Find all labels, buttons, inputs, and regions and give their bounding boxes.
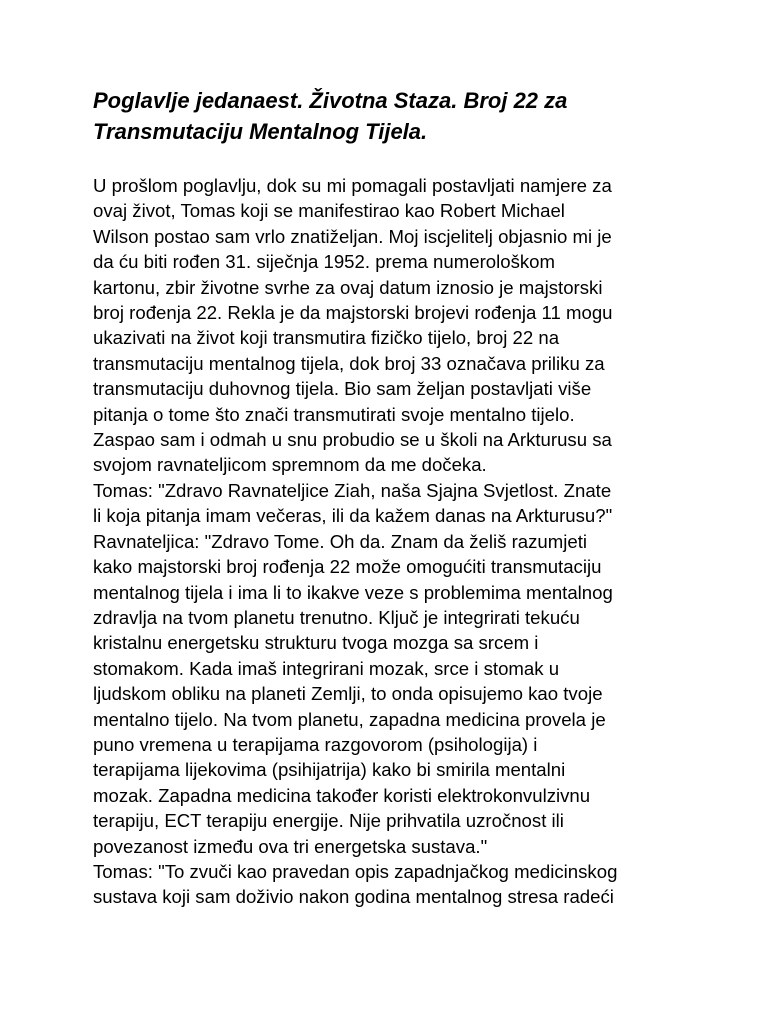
text-line: Wilson postao sam vrlo znatiželjan. Moj iscjelitelj objasnio mi je [93, 225, 612, 247]
text-line: transmutaciju duhovnog tijela. Bio sam željan postavljati više [93, 378, 592, 400]
text-line: ukazivati na život koji transmutira fizičko tijelo, broj 22 na [93, 327, 560, 349]
text-line: broj rođenja 22. Rekla je da majstorski brojevi rođenja 11 mogu [93, 302, 613, 324]
text-line: povezanost između ova tri energetska sustava." [93, 835, 488, 857]
text-line: puno vremena u terapijama razgovorom (psihologija) i [93, 733, 538, 755]
text-line: mozak. Zapadna medicina također koristi elektrokonvulzivnu [93, 784, 591, 806]
text-line: da ću biti rođen 31. siječnja 1952. prema numerološkom [93, 251, 556, 273]
text-line: kako majstorski broj rođenja 22 može omogućiti transmutaciju [93, 556, 602, 578]
text-line: mentalnog tijela i ima li to ikakve veze s problemima mentalnog [93, 581, 613, 603]
text-line: svojom ravnateljicom spremnom da me dočeka. [93, 454, 487, 476]
document-page [93, 85, 683, 910]
text-line: transmutaciju mentalnog tijela, dok broj 33 označava priliku za [93, 352, 605, 374]
text-line: sustava koji sam doživio nakon godina mentalnog stresa radeći [93, 886, 614, 908]
text-line: mentalno tijelo. Na tvom planetu, zapadna medicina provela je [93, 708, 606, 730]
text-line: U prošlom poglavlju, dok su mi pomagali postavljati namjere za [93, 175, 612, 196]
text-line: Tomas: "Zdravo Ravnateljice Ziah, naša Sjajna Svjetlost. Znate [93, 479, 612, 501]
text-line: kartonu, zbir životne svrhe za ovaj datum iznosio je majstorski [93, 276, 603, 298]
title-line: Poglavlje jedanaest. Životna Staza. Broj 22 za [93, 88, 568, 113]
text-line: terapijama lijekovima (psihijatrija) kako bi smirila mentalni [93, 759, 566, 781]
text-line: stomakom. Kada imaš integrirani mozak, srce i stomak u [93, 657, 560, 679]
text-line: Ravnateljica: "Zdravo Tome. Oh da. Znam da želiš razumjeti [93, 530, 588, 552]
text-line: ljudskom obliku na planeti Zemlji, to onda opisujemo kao tvoje [93, 683, 603, 705]
text-line: Zaspao sam i odmah u snu probudio se u školi na Arkturusu sa [93, 429, 612, 451]
text-line: terapiju, ECT terapiju energije. Nije prihvatila uzročnost ili [93, 810, 564, 832]
text-line: Tomas: "To zvuči kao pravedan opis zapadnjačkog medicinskog [93, 860, 618, 882]
text-line: zdravlja na tvom planetu trenutno. Ključ je integrirati tekuću [93, 606, 580, 628]
text-line: ovaj život, Tomas koji se manifestirao kao Robert Michael [93, 200, 565, 222]
text-line: li koja pitanja imam večeras, ili da kažem danas na Arkturusu?" [93, 505, 613, 527]
title-line: Transmutaciju Mentalnog Tijela. [93, 119, 428, 144]
body-text [93, 173, 683, 910]
text-line: pitanja o tome što znači transmutirati svoje mentalno tijelo. [93, 403, 575, 425]
text-line: kristalnu energetsku strukturu tvoga mozga sa srcem i [93, 632, 539, 654]
chapter-title [93, 85, 683, 147]
